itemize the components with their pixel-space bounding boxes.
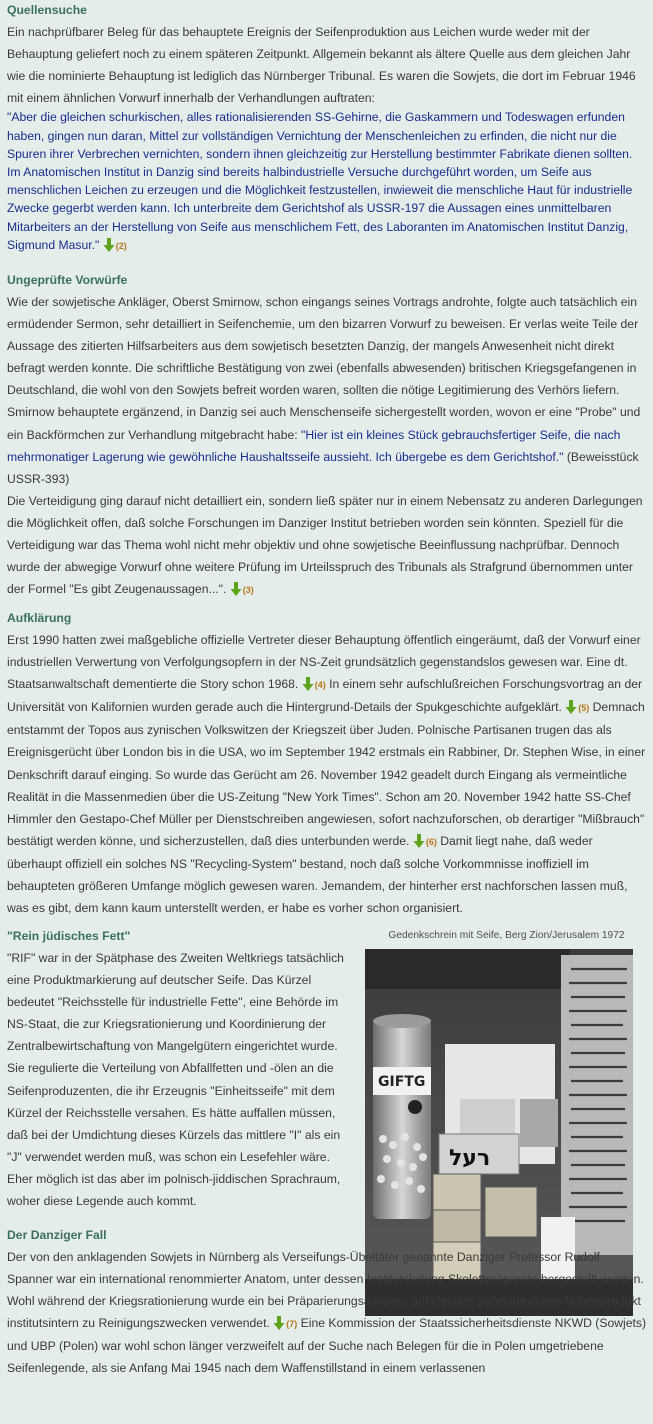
heading-rif: "Rein jüdisches Fett" [7, 929, 131, 943]
heading-vorwuerfe: Ungeprüfte Vorwürfe [7, 273, 128, 287]
heading-aufklaerung: Aufklärung [7, 611, 72, 625]
down-arrow-icon [565, 700, 577, 714]
footnote-link-7[interactable]: (7) [273, 1316, 297, 1330]
section-rein-juedisches-fett [7, 928, 353, 1212]
paragraph: Wie der sowjetische Ankläger, Oberst Smirnow, schon eingangs seines Vortrags androhte, folgte auch tatsächlich ein ermüdender Sermon, sehr detailliert in Seifenchemie, um den bizarren Vorwurf zu beweisen. Er verlas weite Teile der Aussage des zitierten Hilfsarbeiters aus dem sowjetisch besetzten Danzig, der mangels Anwesenheit nicht direkt befragt werden konnte. Die schriftliche Bestätigung von zwei (ebenfalls abwesenden) britischen Kriegsgefangenen in Deutschland, die wohl von den Sowjets befreit worden waren, sollten die nötige Legitimierung des Verhörs liefern. Smirnow behauptete ergänzend, in Danzig sei auch Menschenseife sichergestellt worden, wovon er eine "Probe" und ein Backförmchen zur Verhandlung mitgebracht habe: "Hier ist ein kleines Stück gebrauchsfertiger Seife, die nach mehrmonatiger Lagerung wie gewöhnliche Haushaltsseife aussieht. Ich übergebe es dem Gerichtshof." (Beweisstück USSR-393) [7, 295, 641, 486]
section-quellensuche [7, 2, 648, 255]
footnote-link-3[interactable]: (3) [230, 582, 254, 596]
jar-label: GIFTG [378, 1074, 426, 1090]
down-arrow-icon [302, 677, 314, 691]
down-arrow-icon [103, 238, 115, 252]
paragraph: Ein nachprüfbarer Beleg für das behauptete Ereignis der Seifenproduktion aus Leichen wurde weder mit der Behauptung geliefert noch zu einem späteren Zeitpunkt. Allgemein bekannt als ältere Quelle aus dem gleichen Jahr wie die nominierte Behauptung ist lediglich das Nürnberger Tribunal. Es waren die Sowjets, die dort im Februar 1946 mit einem ähnlichen Vorwurf innerhalb der Verhandlungen auftraten: [7, 25, 636, 106]
paragraph: Erst 1990 hatten zwei maßgebliche offizielle Vertreter dieser Behauptung öffentlich eingeräumt, daß der Vorwurf einer industriellen Verwertung von Verfolgungsopfern in der NS-Zeit grundsätzlich gegenstandslos gewesen war. Eine dt. Staatsanwaltschaft dementierte die Story schon 1968. (4) In einem sehr aufschlußreichen Forschungsvortrag an der Universität von Kalifornien wurden gerade auch die Hintergrund-Details der Spukgeschichte aufgeklärt. (5) Demnach entstammt der Topos aus zynischen Volkswitzen der Kriegszeit über Juden. Polnische Partisanen trugen das als Ereignisgerücht über London bis in die USA, wo im September 1942 erstmals ein Rabbiner, Dr. Stephen Wise, in einer Denkschrift darauf einging. So wurde das Gerücht am 26. November 1942 geadelt durch Eingang als vermeintliche Realität in die Massenmedien über die US-Zeitung "New York Times". Schon am 20. November 1942 hatte SS-Chef Himmler den Gestapo-Chef Müller per Dienstschreiben angewiesen, sofort nachzuforschen, ob derartiger "Mißbrauch" bestätigt werden könne, und sicherzustellen, daß dies unterbunden werde. (6) Damit liegt nahe, daß weder überhaupt offiziell ein solches NS "Recycling-System" bestand, noch daß solche Vorkommnisse inoffiziell im behaupteten größeren Umfange möglich gewesen waren. Jemandem, der hinterher erst nachforschen lassen muß, was es gibt, dem kann kaum unterstellt werden, er habe es vorher schon organisiert. [7, 633, 646, 916]
paragraph: Der von den anklagenden Sowjets in Nürnberg als Verseifungs-Übeltäter genannte Danziger Professor Rudolf Spanner war ein international renommierter Anatom, unter dessen Institutsleitung Skelettpräparate hergestellt wurden. Wohl während der Kriegsrationierung wurde ein bei Präparierungsarbeiten anfallendes seifenähnliches Nebenprodukt institutsintern zu Reinigungszwecken verwendet. (7) Eine Kommission der Staatssicherheitsdienste NKWD (Sowjets) und UBP (Polen) war wohl schon länger verzweifelt auf der Suche nach Belegen für die in Polen umgetriebene Seifenlegende, als sie Anfang Mai 1945 nach dem Waffenstillstand in einem verlassenen [7, 1250, 647, 1376]
footnote-link-5[interactable]: (5) [565, 700, 589, 714]
quote-ussr-393: "Hier ist ein kleines Stück gebrauchsfertiger Seife, die nach mehrmonatiger Lagerung wie gewöhnliche Haushaltsseife aussieht. Ich übergebe es dem Gerichtshof." [7, 427, 621, 464]
section-danziger-fall [7, 1227, 648, 1380]
figure-caption: Gedenkschrein mit Seife, Berg Zion/Jerusalem 1972 [388, 930, 625, 941]
hebrew-label: רעל [449, 1146, 491, 1171]
down-arrow-icon [413, 834, 425, 848]
heading-quellensuche: Quellensuche [7, 3, 87, 17]
paragraph: Die Verteidigung ging darauf nicht detailliert ein, sondern ließ später nur in einem Nebensatz zu anderen Darlegungen die Möglichkeit offen, daß solche Forschungen im Danziger Institut betrieben worden sein könnten. Speziell für die Verteidigung war das Thema wohl nicht mehr objektiv und ohne sowjetische Beeinflussung nachprüfbar. Dennoch wurde der abwegige Vorwurf ohne weitere Prüfung im Urteilsspruch des Tribunals als Strafgrund übernommen unter der Formel "Es gibt Zeugenaussagen...". (3) [7, 493, 643, 597]
section-aufklaerung [7, 610, 648, 919]
heading-danziger-fall: Der Danziger Fall [7, 1228, 107, 1242]
footnote-link-4[interactable]: (4) [302, 677, 326, 691]
quote-ussr-197: "Aber die gleichen schurkischen, alles rationalisierenden SS-Gehirne, die Gaskammern und Todeswagen erfunden haben, gingen nun daran, Mittel zur vollständigen Vernichtung der Menschenleichen zu erfinden, die nicht nur die Spuren ihrer Verbrechen vernichten, sondern ihnen gleichzeitig zur Herstellung bestimmter Fabrikate dienen sollten. Im Anatomischen Institut in Danzig sind bereits halbindustrielle Versuche durchgeführt worden, um Seife aus menschlichen Leichen zu erzeugen und die Möglichkeit festzustellen, inwieweit die menschliche Haut für industrielle Zwecke gegerbt werden kann. Ich unterbreite dem Gerichtshof als USSR-197 die Aussagen eines unmittelbaren Mitarbeiters an der Herstellung von Seife aus menschlichem Fett, des Laboranten im Anatomischen Institut Danzig, Sigmund Masur." (2) [7, 110, 633, 252]
down-arrow-icon [230, 582, 242, 596]
down-arrow-icon [273, 1316, 285, 1330]
footnote-link-2[interactable]: (2) [103, 238, 127, 252]
paragraph: "RIF" war in der Spätphase des Zweiten Weltkriegs tatsächlich eine Produktmarkierung auf deutscher Seife. Das Kürzel bedeutet "Reichsstelle für industrielle Fette", eine Behörde im NS-Staat, die zur Kriegsrationierung und Koordinierung der Zentralbewirtschaftung von Mangelgütern eingerichtet wurde. Sie regulierte die Verteilung von Abfallfetten und -ölen an die Seifenproduzenten, die ihr Erzeugnis "Einheitsseife" mit dem Kürzel der Reichsstelle versahen. Es hätte auffallen müssen, daß bei der Umdichtung dieses Kürzels das mittlere "I" als ein "J" verwendet werden muß, was schon ein Lesefehler wäre. Eher möglich ist das aber im polnisch-jiddischen Sprachraum, woher diese Legende auch kommt. [7, 951, 344, 1209]
footnote-link-6[interactable]: (6) [413, 834, 437, 848]
section-vorwuerfe [7, 272, 648, 601]
